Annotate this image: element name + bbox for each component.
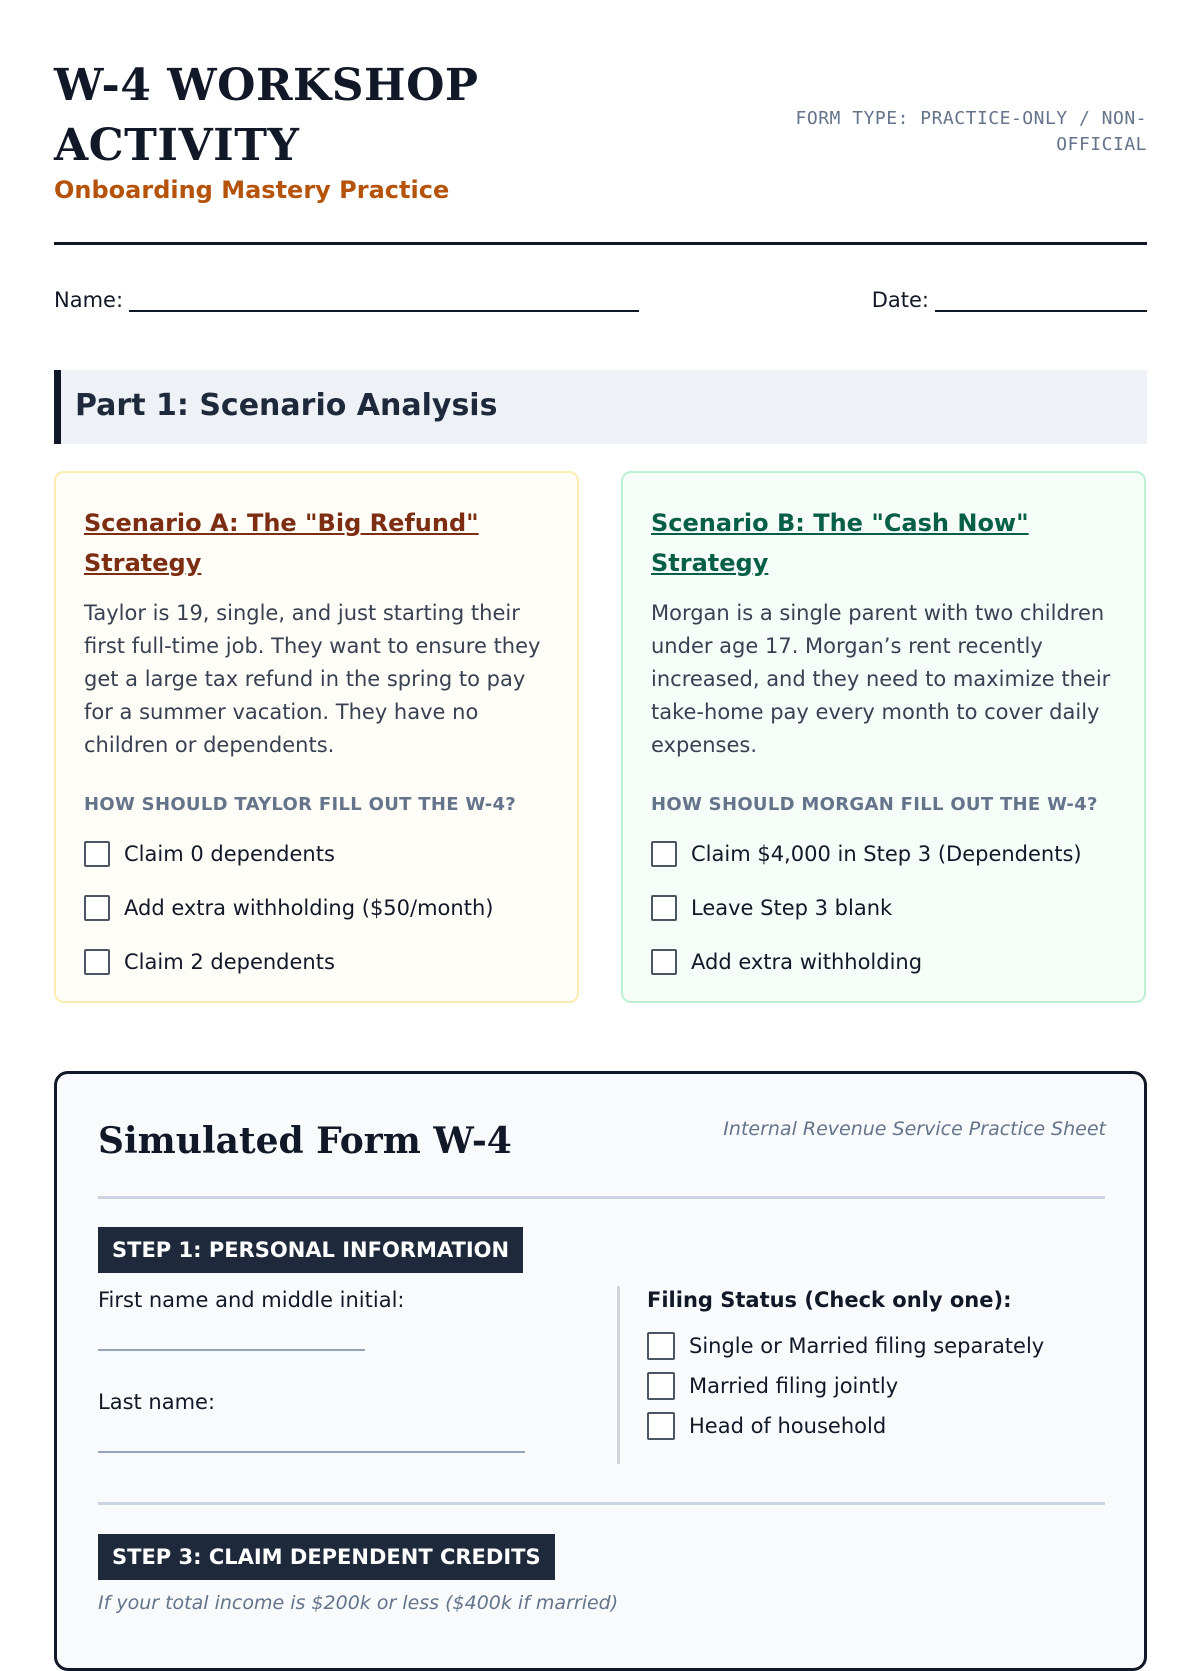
option-label: Claim 2 dependents <box>124 950 335 974</box>
sim-form-subtitle: Internal Revenue Service Practice Sheet <box>723 1118 1106 1140</box>
checkbox[interactable] <box>647 1332 675 1360</box>
filing-status-title: Filing Status (Check only one): <box>647 1288 1012 1312</box>
form-divider <box>98 1502 1105 1505</box>
option-label: Leave Step 3 blank <box>691 896 893 920</box>
option-label: Add extra withholding ($50/month) <box>124 896 494 920</box>
sim-form-title: Simulated Form W-4 <box>98 1120 512 1162</box>
step1-heading: STEP 1: PERSONAL INFORMATION <box>98 1227 523 1273</box>
checkbox[interactable] <box>651 841 677 867</box>
form-type-label: FORM TYPE: PRACTICE-ONLY / NON-OFFICIAL <box>795 108 1147 155</box>
scenario-a-question: HOW SHOULD TAYLOR FILL OUT THE W-4? <box>84 794 517 815</box>
filing-status-option[interactable] <box>647 1412 886 1440</box>
option-label: Claim $4,000 in Step 3 (Dependents) <box>691 842 1082 866</box>
part1-header-bar <box>54 370 1147 444</box>
last-name-field[interactable] <box>98 1451 525 1453</box>
checkbox[interactable] <box>84 895 110 921</box>
option-label: Claim 0 dependents <box>124 842 335 866</box>
filing-option-label: Head of household <box>689 1414 887 1438</box>
filing-status-option[interactable] <box>647 1332 1044 1360</box>
filing-status-option[interactable] <box>647 1372 898 1400</box>
checkbox[interactable] <box>647 1412 675 1440</box>
filing-option-label: Single or Married filing separately <box>689 1334 1045 1358</box>
name-blank-line[interactable] <box>129 286 639 312</box>
scenario-b-body: Morgan is a single parent with two children under age 17. Morgan’s rent recently increased, and they need to maximize their take-home pay every month to cover daily expenses. <box>651 601 1111 757</box>
scenario-b-question: HOW SHOULD MORGAN FILL OUT THE W-4? <box>651 794 1098 815</box>
scenario-a-option[interactable] <box>84 893 549 923</box>
date-label: Date: <box>871 288 929 312</box>
title-line-1: W-4 WORKSHOP <box>54 60 479 111</box>
title-line-2: ACTIVITY <box>54 120 300 171</box>
scenario-b-title: Scenario B: The "Cash Now" Strategy <box>651 509 1029 577</box>
simulated-w4-form <box>54 1071 1147 1671</box>
scenario-a-option[interactable] <box>84 947 549 977</box>
first-name-label: First name and middle initial: <box>98 1288 405 1312</box>
checkbox[interactable] <box>651 895 677 921</box>
scenario-a-title: Scenario A: The "Big Refund" Strategy <box>84 509 479 577</box>
name-label: Name: <box>54 288 124 312</box>
page-title <box>54 56 479 176</box>
date-blank-line[interactable] <box>935 286 1147 312</box>
worksheet-header <box>54 56 1147 245</box>
checkbox[interactable] <box>84 841 110 867</box>
last-name-label: Last name: <box>98 1390 216 1414</box>
form-divider <box>98 1196 1105 1199</box>
name-date-row <box>54 286 1147 318</box>
page-subtitle: Onboarding Mastery Practice <box>54 176 450 204</box>
checkbox[interactable] <box>84 949 110 975</box>
filing-option-label: Married filing jointly <box>689 1374 899 1398</box>
name-field <box>54 286 639 312</box>
step3-note: If your total income is $200k or less ($400k if married) <box>98 1592 619 1614</box>
scenario-b-option[interactable] <box>651 839 1116 869</box>
scenario-a-card <box>54 471 579 1003</box>
column-divider <box>617 1286 620 1464</box>
scenario-b-option[interactable] <box>651 947 1116 977</box>
scenario-b-card <box>621 471 1146 1003</box>
part1-heading: Part 1: Scenario Analysis <box>75 388 498 423</box>
option-label: Add extra withholding <box>691 950 923 974</box>
checkbox[interactable] <box>651 949 677 975</box>
checkbox[interactable] <box>647 1372 675 1400</box>
scenario-a-body: Taylor is 19, single, and just starting their first full-time job. They want to ensure they get a large tax refund in the spring to pay for a summer vacation. They have no children or dependents. <box>84 601 541 757</box>
first-name-field[interactable] <box>98 1349 365 1351</box>
step3-heading: STEP 3: CLAIM DEPENDENT CREDITS <box>98 1534 555 1580</box>
scenario-a-option[interactable] <box>84 839 549 869</box>
date-field <box>872 286 1147 312</box>
scenario-b-option[interactable] <box>651 893 1116 923</box>
